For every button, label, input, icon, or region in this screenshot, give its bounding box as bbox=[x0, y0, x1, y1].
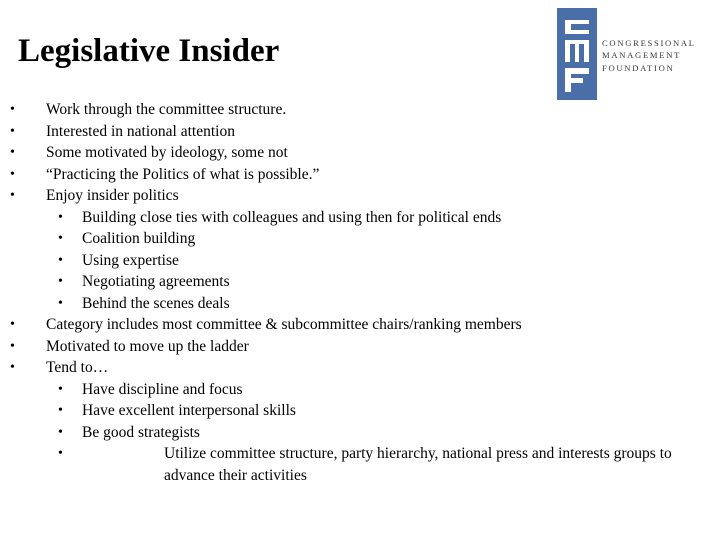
list-item bbox=[0, 314, 720, 336]
list-item bbox=[0, 336, 720, 358]
list-item-text: Category includes most committee & subcommittee chairs/ranking members bbox=[46, 316, 522, 333]
sub-list-item bbox=[0, 228, 720, 250]
sub-list-item-text: Have discipline and focus bbox=[82, 380, 243, 398]
bullet-icon: • bbox=[58, 381, 63, 397]
sub-list-item-text: Behind the scenes deals bbox=[82, 294, 230, 312]
list-item bbox=[0, 121, 720, 143]
sub-list-item-text: Be good strategists bbox=[82, 423, 200, 441]
list-item-text: Interested in national attention bbox=[46, 122, 235, 140]
bullet-icon: • bbox=[58, 403, 63, 418]
list-item bbox=[0, 142, 720, 164]
bullet-list bbox=[0, 99, 720, 486]
list-item bbox=[0, 99, 720, 121]
congressional-management-foundation-logo bbox=[557, 8, 707, 100]
sub-list-item bbox=[0, 400, 720, 422]
list-item-text: Tend to… bbox=[46, 359, 109, 376]
list-item-text: Motivated to move up the ladder bbox=[46, 337, 249, 355]
bullet-icon: • bbox=[10, 102, 15, 117]
list-item bbox=[0, 185, 720, 207]
sub-list-item bbox=[0, 443, 720, 486]
bullet-icon: • bbox=[58, 446, 63, 461]
bullet-icon: • bbox=[58, 209, 63, 225]
list-item-text: Work through the committee structure. bbox=[46, 101, 287, 118]
bullet-icon: • bbox=[10, 338, 15, 354]
logo-text-line3: FOUNDATION bbox=[602, 62, 675, 73]
list-item-text: Some motivated by ideology, some not bbox=[46, 144, 288, 161]
list-item-text: Enjoy insider politics bbox=[46, 187, 179, 204]
sub-list-item bbox=[0, 250, 720, 272]
sub-list-item-text: Negotiating agreements bbox=[82, 273, 230, 290]
bullet-icon: • bbox=[10, 188, 15, 203]
bullet-icon: • bbox=[10, 360, 15, 375]
logo-wordmark bbox=[602, 37, 706, 74]
list-item bbox=[0, 357, 720, 379]
bullet-icon: • bbox=[10, 317, 15, 332]
sub-list-item-text: Coalition building bbox=[82, 230, 196, 247]
list-item bbox=[0, 164, 720, 186]
sub-list-item-text: Have excellent interpersonal skills bbox=[82, 402, 296, 419]
bullet-icon: • bbox=[10, 145, 15, 160]
bullet-icon: • bbox=[58, 274, 63, 289]
slide-title: Legislative Insider bbox=[18, 33, 280, 69]
bullet-icon: • bbox=[58, 252, 63, 268]
bullet-icon: • bbox=[10, 123, 15, 139]
sub-list-item bbox=[0, 293, 720, 315]
sub-list-item bbox=[0, 379, 720, 401]
sub-list-item-text: Utilize committee structure, party hierarchy, national press and interests groups to advance their activities bbox=[164, 445, 672, 484]
sub-list-item bbox=[0, 207, 720, 229]
logo-text-line1: CONGRESSIONAL bbox=[602, 38, 696, 48]
sub-list-item bbox=[0, 422, 720, 444]
bullet-icon: • bbox=[10, 166, 15, 182]
bullet-icon: • bbox=[58, 424, 63, 440]
bullet-icon: • bbox=[58, 295, 63, 311]
bullet-icon: • bbox=[58, 231, 63, 246]
cmf-logo-mark-icon bbox=[557, 8, 597, 100]
list-item-text: “Practicing the Politics of what is possible.” bbox=[46, 165, 320, 183]
sub-list-item-text: Using expertise bbox=[82, 251, 179, 269]
logo-text-line2: MANAGEMENT bbox=[602, 50, 682, 61]
sub-list-item bbox=[0, 271, 720, 293]
sub-list-item-text: Building close ties with colleagues and using then for political ends bbox=[82, 208, 502, 226]
